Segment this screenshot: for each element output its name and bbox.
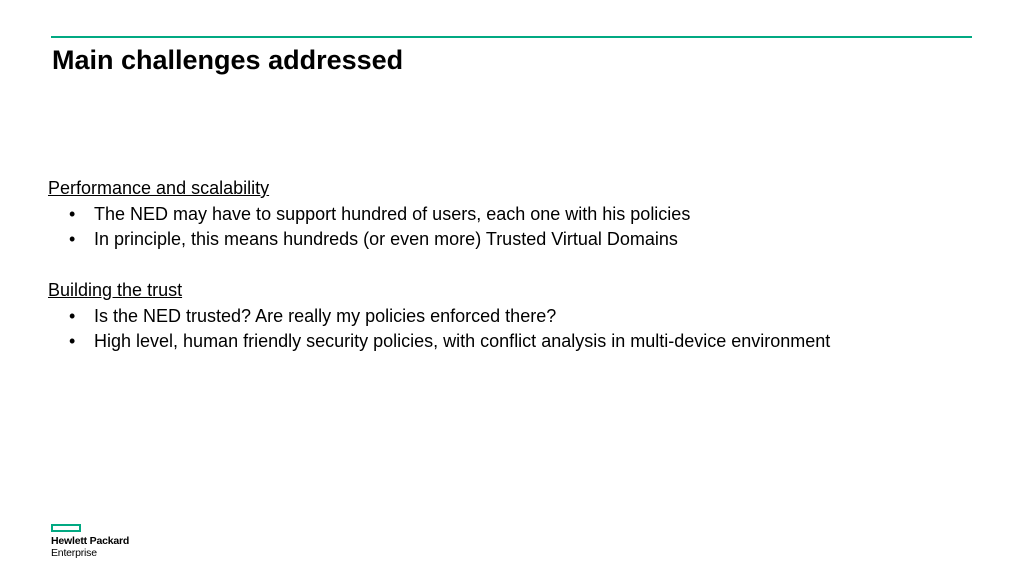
logo-text-line2: Enterprise (51, 547, 97, 559)
bullet-text: Is the NED trusted? Are really my policies enforced there? (94, 305, 557, 326)
section-spacer (48, 253, 988, 279)
section-heading: Performance and scalability (48, 178, 270, 198)
bullet-text: High level, human friendly security policies, with conflict analysis in multi-device environment (94, 331, 831, 351)
bullet-text: In principle, this means hundreds (or even more) Trusted Virtual Domains (94, 229, 678, 249)
section-trust (48, 278, 988, 355)
bullet-item (48, 304, 988, 330)
bullet-icon: • (69, 305, 76, 326)
bullet-item (48, 202, 988, 228)
section-heading: Building the trust (48, 280, 183, 300)
hpe-logo (51, 524, 161, 564)
bullet-list (48, 202, 988, 253)
bullet-icon: • (69, 203, 76, 224)
bullet-icon: • (69, 229, 76, 249)
bullet-text: The NED may have to support hundred of users, each one with his policies (94, 203, 691, 224)
logo-text-line1: Hewlett Packard (51, 535, 130, 547)
bullet-icon: • (69, 331, 76, 351)
logo-bar-icon (51, 524, 81, 532)
bullet-item (48, 227, 988, 253)
section-performance (48, 176, 988, 253)
bullet-item (48, 329, 988, 355)
bullet-list (48, 304, 988, 355)
title-rule (51, 36, 972, 38)
slide-body (48, 176, 988, 355)
slide-title: Main challenges addressed (52, 45, 404, 75)
